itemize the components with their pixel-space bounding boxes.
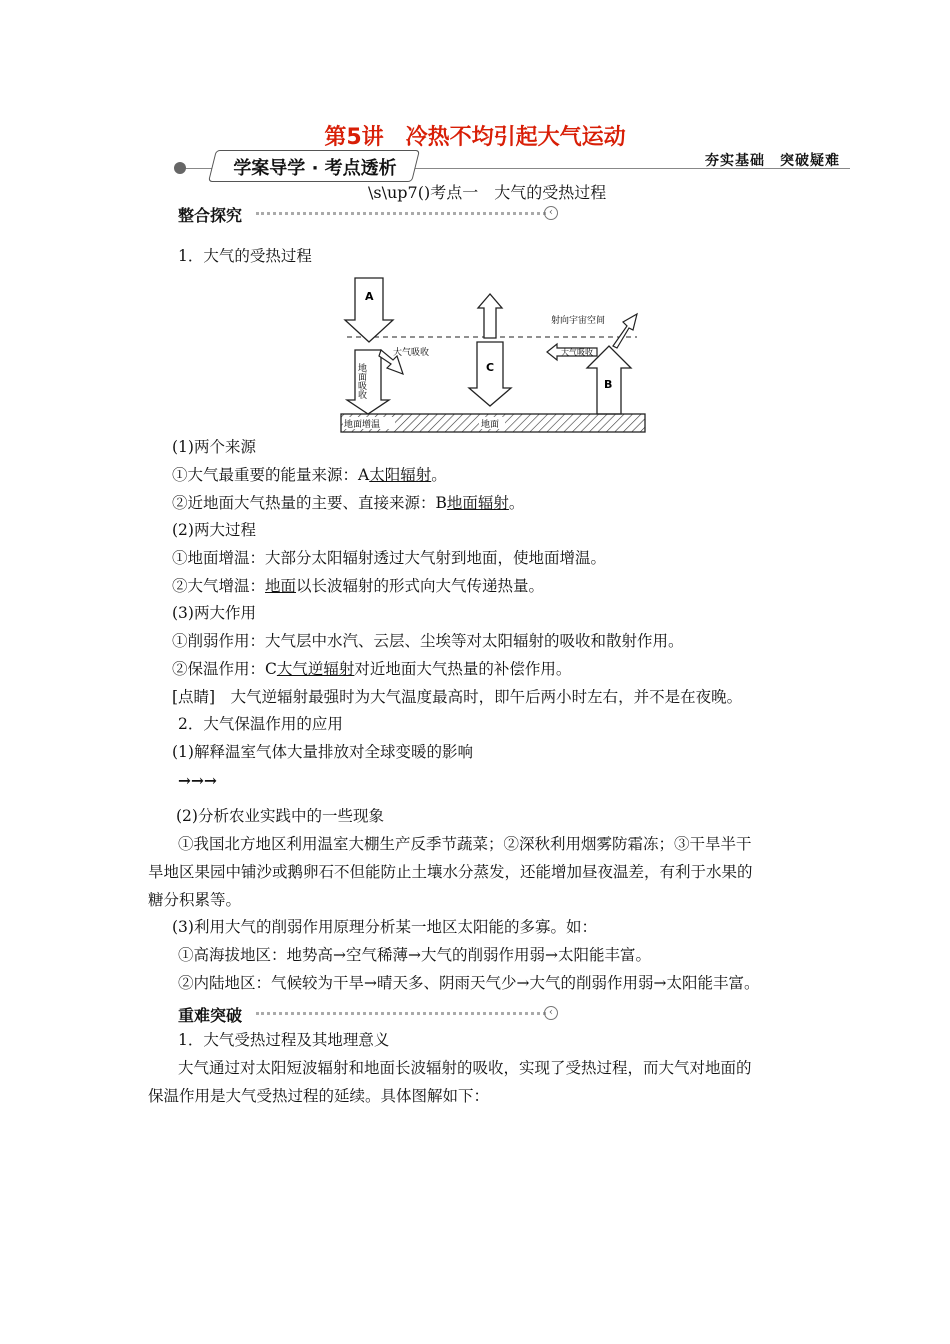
section-dots — [256, 212, 546, 217]
label-c: C — [486, 361, 495, 374]
section-zhenghe: 整合探究 — [178, 206, 243, 225]
para-solar: (3)利用大气的削弱作用原理分析某一地区太阳能的多寡。如： — [172, 918, 597, 936]
para-atm-warming: ②大气增温：地面以长波辐射的形式向大气传递热量。 — [172, 577, 545, 595]
chevron-left-icon: ‹ — [544, 206, 558, 220]
heading-2: 2．大气保温作用的应用 — [178, 715, 343, 733]
banner-label: 学案导学 · 考点透析 — [233, 158, 397, 179]
para-insulation: ②保温作用：C大气逆辐射对近地面大气热量的补偿作用。 — [172, 660, 572, 678]
section-dots-2 — [256, 1012, 546, 1017]
para-agri-1: ①我国北方地区利用温室大棚生产反季节蔬菜；②深秋利用烟雾防霜冻；③干旱半干 — [178, 835, 752, 853]
heading-3: 1．大气受热过程及其地理意义 — [178, 1031, 390, 1049]
para-summary-1: 大气通过对太阳短波辐射和地面长波辐射的吸收，实现了受热过程，而大气对地面的 — [178, 1059, 752, 1077]
para-source-b: ②近地面大气热量的主要、直接来源：B地面辐射。 — [172, 494, 525, 512]
para-weakening: ①削弱作用：大气层中水汽、云层、尘埃等对太阳辐射的吸收和散射作用。 — [172, 632, 684, 650]
banner-right-text: 夯实基础 突破疑难 — [705, 153, 840, 169]
page-title: 第5讲 冷热不均引起大气运动 — [324, 125, 626, 150]
para-effects: (3)两大作用 — [172, 604, 256, 622]
para-ground-warming: ①地面增温：大部分太阳辐射透过大气射到地面，使地面增温。 — [172, 549, 607, 567]
arrow-c — [469, 342, 511, 406]
heating-diagram — [335, 270, 655, 438]
banner-dot-icon — [174, 162, 186, 174]
arrow-c-up — [478, 294, 502, 338]
para-sources: (1)两个来源 — [172, 438, 256, 456]
para-agri-2: 旱地区果园中铺沙或鹅卵石不但能防止土壤水分蒸发，还能增加昼夜温差，有利于水果的 — [148, 863, 753, 881]
kaodian-heading: \s\up7()考点一 大气的受热过程 — [368, 183, 607, 202]
para-greenhouse: (1)解释温室气体大量排放对全球变暖的影响 — [172, 743, 473, 761]
heading-1: 1．大气的受热过程 — [178, 247, 312, 265]
arrow-to-space — [613, 314, 637, 348]
label-ground: 地面 — [481, 420, 500, 430]
para-inland: ②内陆地区：气候较为干旱→晴天多、阴雨天气少→大气的削弱作用弱→太阳能丰富。 — [178, 974, 760, 992]
label-a: A — [365, 290, 374, 303]
arrow-a — [345, 278, 393, 342]
para-agriculture: (2)分析农业实践中的一些现象 — [176, 807, 384, 825]
label-b: B — [604, 378, 613, 391]
arrows-row: →→→ — [178, 771, 217, 790]
para-dianjing: [点睛] 大气逆辐射最强时为大气温度最高时，即午后两小时左右，并不是在夜晚。 — [172, 688, 743, 706]
para-processes: (2)两大过程 — [172, 521, 256, 539]
para-high-altitude: ①高海拔地区：地势高→空气稀薄→大气的削弱作用弱→太阳能丰富。 — [178, 946, 651, 964]
label-ground-warming: 地面增温 — [344, 420, 381, 430]
para-agri-3: 糖分积累等。 — [148, 891, 242, 909]
label-to-space: 射向宇宙空间 — [551, 316, 606, 326]
label-atm-absorb-2: 大气吸收 — [561, 348, 593, 357]
para-summary-2: 保温作用是大气受热过程的延续。具体图解如下： — [148, 1087, 490, 1105]
label-ground-absorb: 地面吸收 — [356, 363, 366, 399]
section-zhongnan: 重难突破 — [178, 1006, 243, 1025]
arrow-ground-absorb — [347, 350, 389, 414]
label-atm-absorb-1: 大气吸收 — [393, 348, 430, 358]
chevron-left-icon: ‹ — [544, 1006, 558, 1020]
para-source-a: ①大气最重要的能量来源：A太阳辐射。 — [172, 466, 447, 484]
